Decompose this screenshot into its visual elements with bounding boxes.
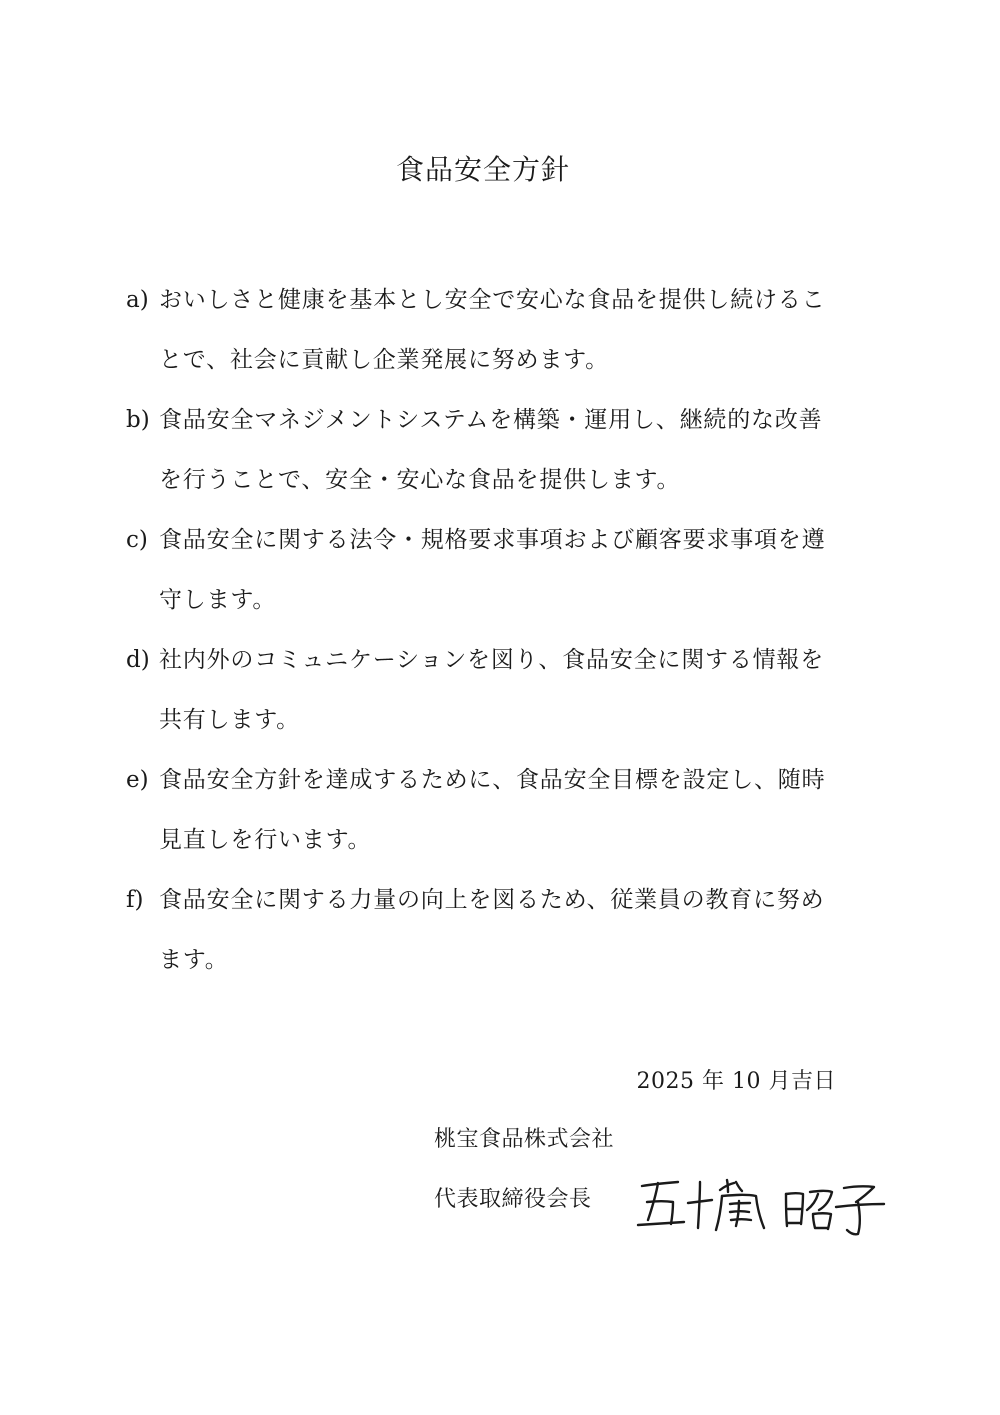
policy-text: 食品安全マネジメントシステムを構築・運用し、継続的な改善を行うことで、安全・安心な食品を提供します。: [159, 407, 823, 493]
policy-marker: e): [126, 767, 149, 793]
policy-marker: a): [126, 287, 149, 313]
policy-marker: d): [126, 647, 150, 673]
policy-text: 食品安全に関する法令・規格要求事項および顧客要求事項を遵守します。: [159, 527, 826, 613]
handwritten-signature: [630, 1168, 895, 1248]
page-title: 食品安全方針: [395, 153, 570, 186]
policy-item-f: [126, 870, 846, 990]
policy-marker: b): [126, 407, 150, 433]
policy-item-a: [126, 270, 846, 390]
policy-item-d: [126, 630, 846, 750]
policy-text: 社内外のコミュニケーションを図り、食品安全に関する情報を共有します。: [159, 647, 825, 733]
policy-marker: f): [126, 887, 144, 913]
policy-item-c: [126, 510, 846, 630]
policy-text: おいしさと健康を基本とし安全で安心な食品を提供し続けることで、社会に貢献し企業発展に努めます。: [159, 287, 826, 373]
policy-marker: c): [126, 527, 148, 553]
issue-date: 2025 年 10 月吉日: [636, 1069, 836, 1094]
policy-text: 食品安全方針を達成するために、食品安全目標を設定し、随時見直しを行います。: [159, 767, 826, 853]
representative-title: 代表取締役会長: [434, 1187, 592, 1212]
policy-item-e: [126, 750, 846, 870]
policy-list: [126, 270, 846, 990]
company-name: 桃宝食品株式会社: [434, 1127, 615, 1152]
policy-item-b: [126, 390, 846, 510]
policy-text: 食品安全に関する力量の向上を図るため、従業員の教育に努めます。: [159, 887, 825, 973]
